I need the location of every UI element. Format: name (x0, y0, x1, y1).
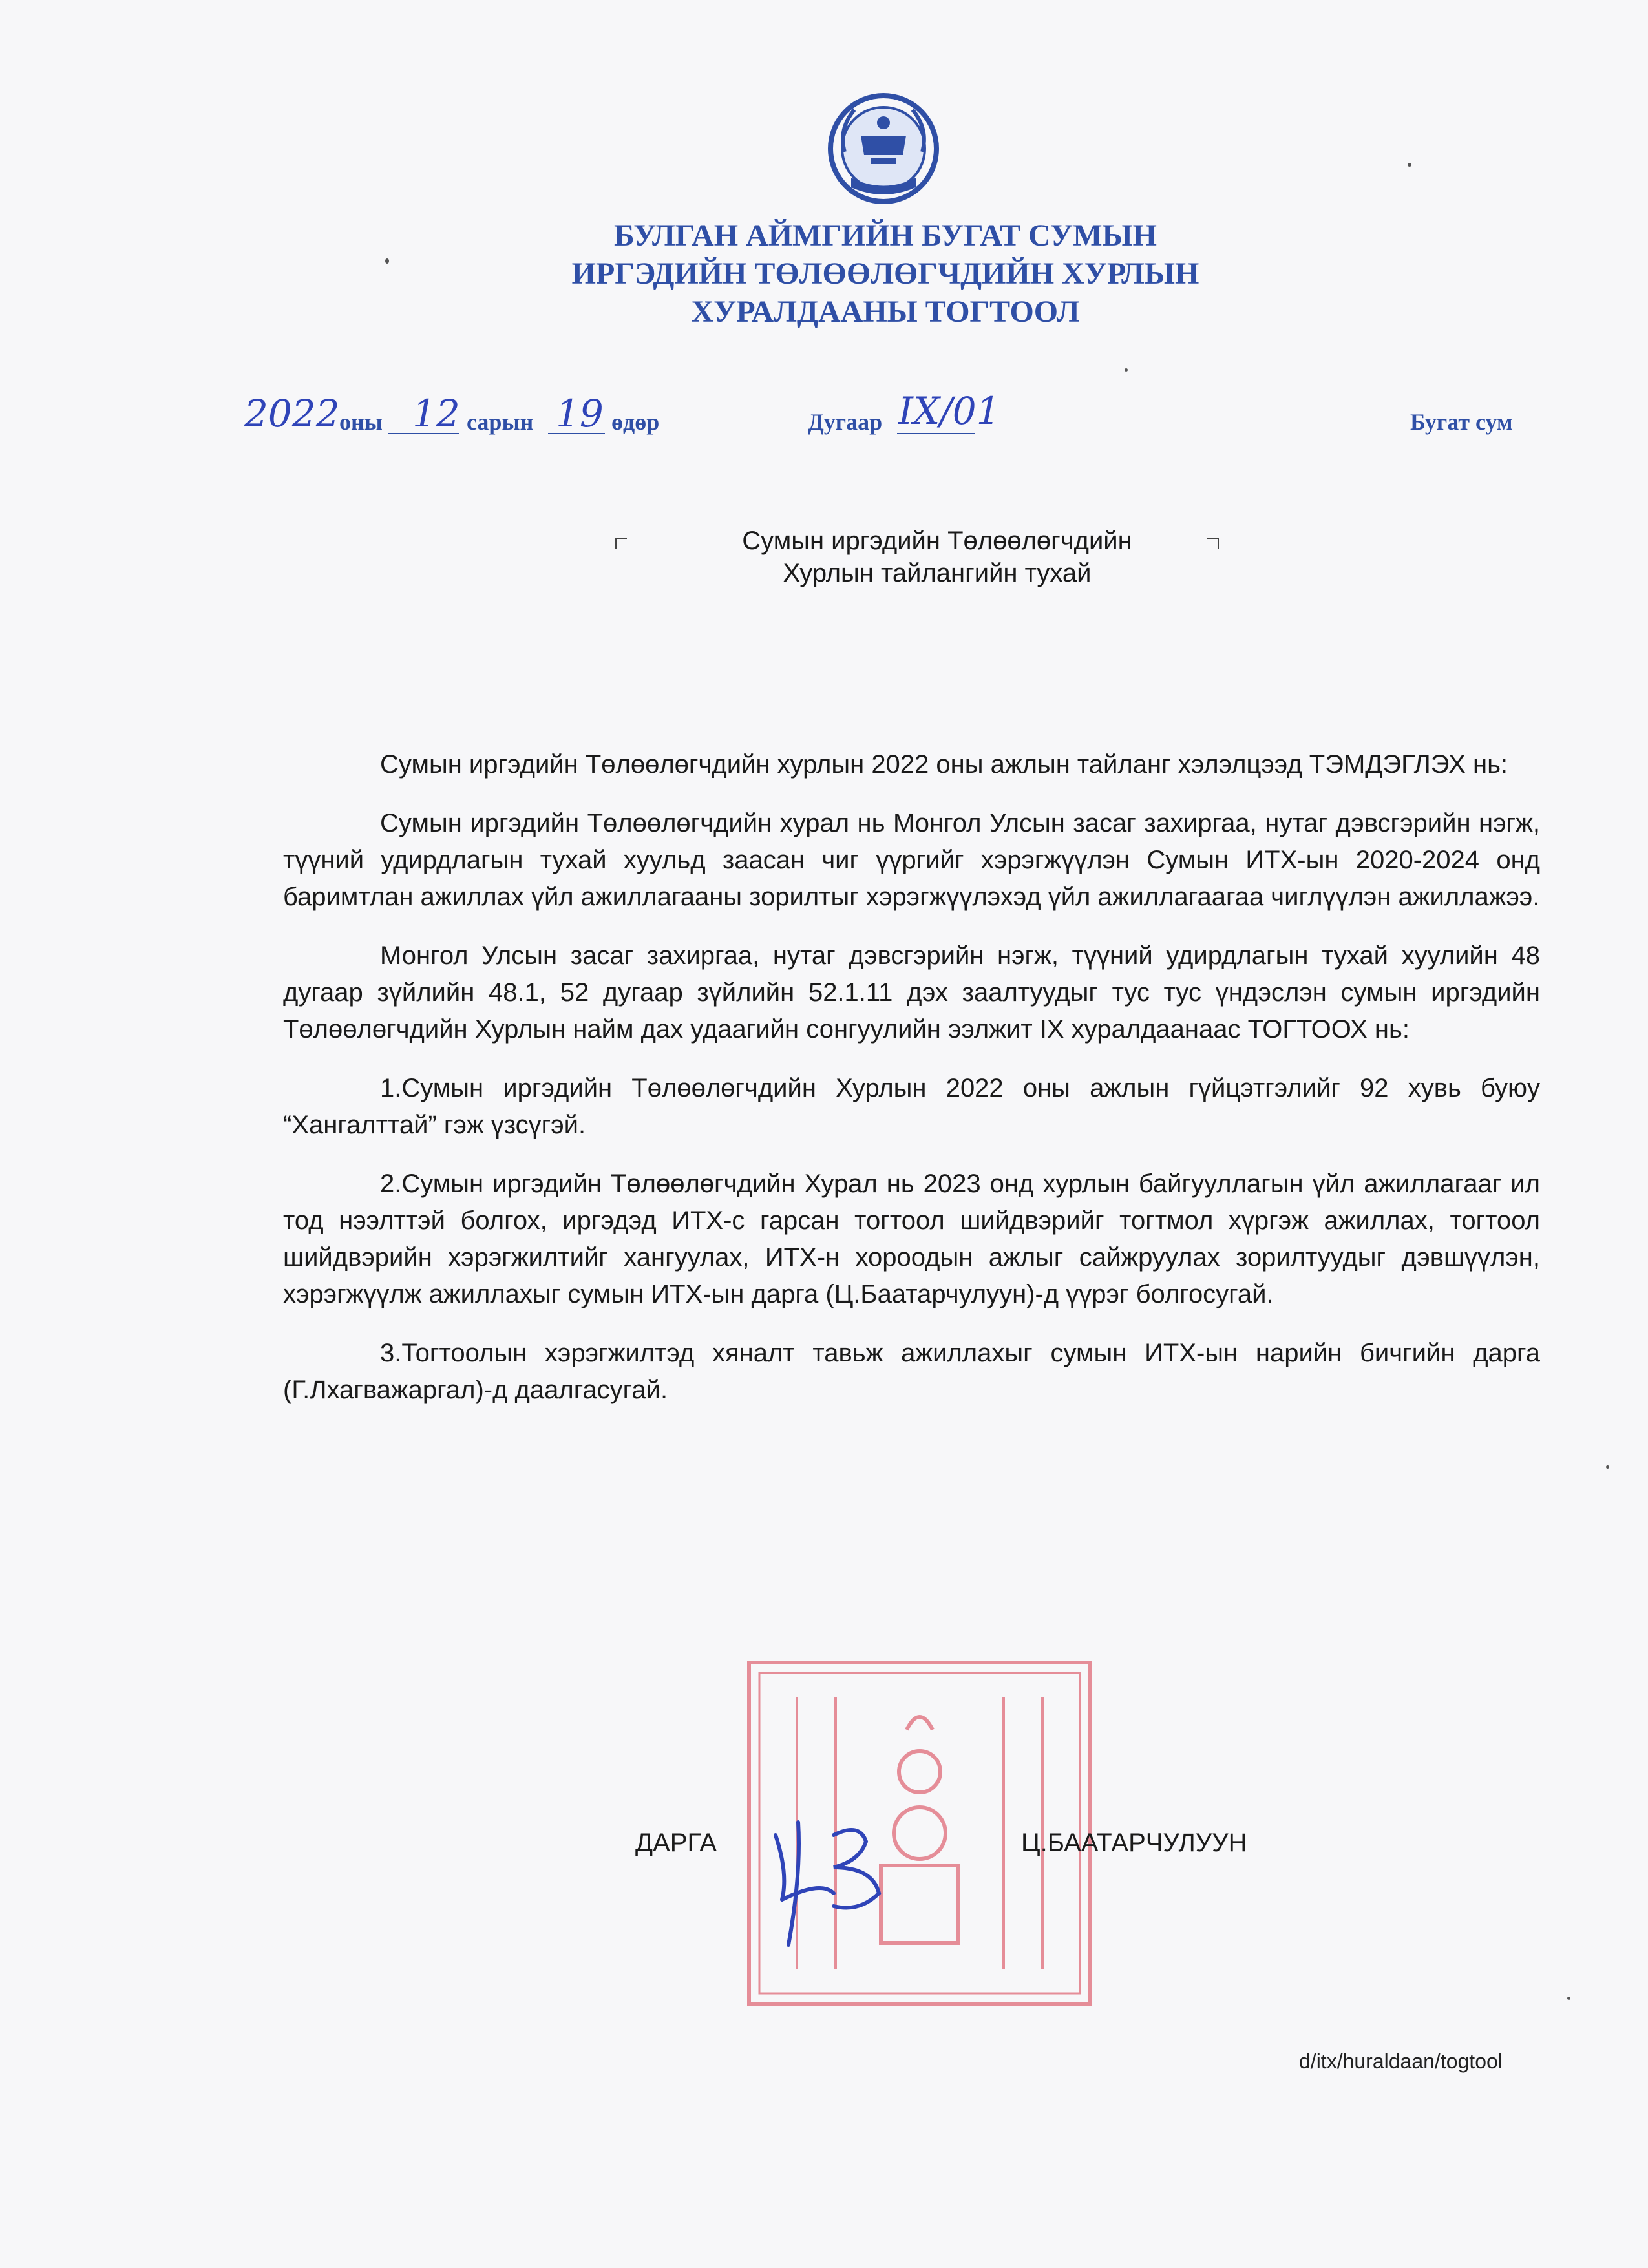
file-path-footer: d/itx/huraldaan/togtool (1299, 2050, 1503, 2073)
number-underline (897, 433, 975, 434)
handwritten-signature (763, 1796, 905, 1964)
paragraph-5: 2.Сумын иргэдийн Төлөөлөгчдийн Хурал нь 2023 онд хурлын байгууллагын үйл ажиллагааг ил тод нээлттэй болгох, иргэдэд ИТХ-с гарсан тогтоол шийдвэрийг тогтмол хүргэж ажиллах, тогтоол шийдвэрийн хэрэгжилтийг хангуулах, ИТХ-н хороодын ажлыг сайжруулах зорилтуудыг дэвшүүлэн, хэрэгжүүлж ажиллахыг сумын ИТХ-ын дарга (Ц.Баатарчулуун)-д үүрэг болгосугай. (283, 1170, 1540, 1308)
document-body (283, 746, 1540, 1431)
subject-bracket-left (615, 538, 627, 549)
subject-line-1: Сумын иргэдийн Төлөөлөгчдийн (742, 527, 1132, 555)
month-suffix: сарын (467, 409, 534, 435)
signatory-title: ДАРГА (635, 1829, 717, 1857)
number-label: Дугаар (808, 409, 883, 435)
scan-speck (1408, 163, 1411, 167)
header-line-3: ХУРАЛДААНЫ ТОГТООЛ (691, 295, 1080, 329)
scan-speck (1567, 1997, 1570, 2000)
handwritten-month: 12 (412, 392, 460, 436)
paragraph-3: Монгол Улсын засаг захиргаа, нутаг дэвсгэрийн нэгж, түүний удирдлагын тухай хуулийн 48 дугаар зүйлийн 48.1, 52 дугаар зүйлийн 52.1.11 дэх заалтуудыг тус тус үндэслэн сумын иргэдийн Төлөөлөгчдийн Хурлын найм дах удаагийн сонгуулийн ээлжит IX хуралдаанаас ТОГТООХ нь: (283, 941, 1540, 1044)
state-emblem-icon (825, 90, 942, 207)
signatory-name: Ц.БААТАРЧУЛУУН (1021, 1829, 1247, 1857)
subject-line-2: Хурлын тайлангийн тухай (783, 559, 1092, 587)
day-suffix: өдөр (611, 409, 660, 435)
paragraph-1: Сумын иргэдийн Төлөөлөгчдийн хурлын 2022 оны ажлын тайланг хэлэлцээд ТЭМДЭГЛЭХ нь: (380, 750, 1508, 779)
paragraph-2: Сумын иргэдийн Төлөөлөгчдийн хурал нь Монгол Улсын засаг захиргаа, нутаг дэвсгэрийн нэгж, түүний удирдлагын тухай хуульд заасан чиг үүргийг хэрэгжүүлэн Сумын ИТХ-ын 2020-2024 онд баримтлан ажиллах үйл ажиллагааны зорилтыг хэрэгжүүлэхэд үйл ажиллагаагаа чиглүүлэн ажиллажээ. (283, 809, 1540, 911)
place-label: Бугат сум (1410, 409, 1513, 435)
scan-speck (1606, 1465, 1609, 1469)
handwritten-number: IX/01 (898, 389, 1000, 433)
handwritten-year: 2022 (244, 392, 340, 436)
document-header (452, 216, 1318, 331)
header-line-1: БУЛГАН АЙМГИЙН БУГАТ СУМЫН (614, 218, 1157, 253)
document-subject (646, 525, 1228, 589)
scan-speck (1125, 368, 1128, 372)
year-suffix: оны (339, 409, 383, 435)
scan-speck (385, 258, 389, 264)
header-line-2: ИРГЭДИЙН ТӨЛӨӨЛӨГЧДИЙН ХУРЛЫН (571, 257, 1199, 291)
handwritten-day: 19 (556, 392, 604, 436)
document-meta-row (0, 389, 1648, 439)
paragraph-6: 3.Тогтоолын хэрэгжилтэд хяналт тавьж ажиллахыг сумын ИТХ-ын нарийн бичгийн дарга (Г.Лхагважаргал)-д даалгасугай. (283, 1339, 1540, 1404)
paragraph-4: 1.Сумын иргэдийн Төлөөлөгчдийн Хурлын 2022 оны ажлын гүйцэтгэлийг 92 хувь буюу “Хангалттай” гэж үзсүгэй. (283, 1074, 1540, 1139)
